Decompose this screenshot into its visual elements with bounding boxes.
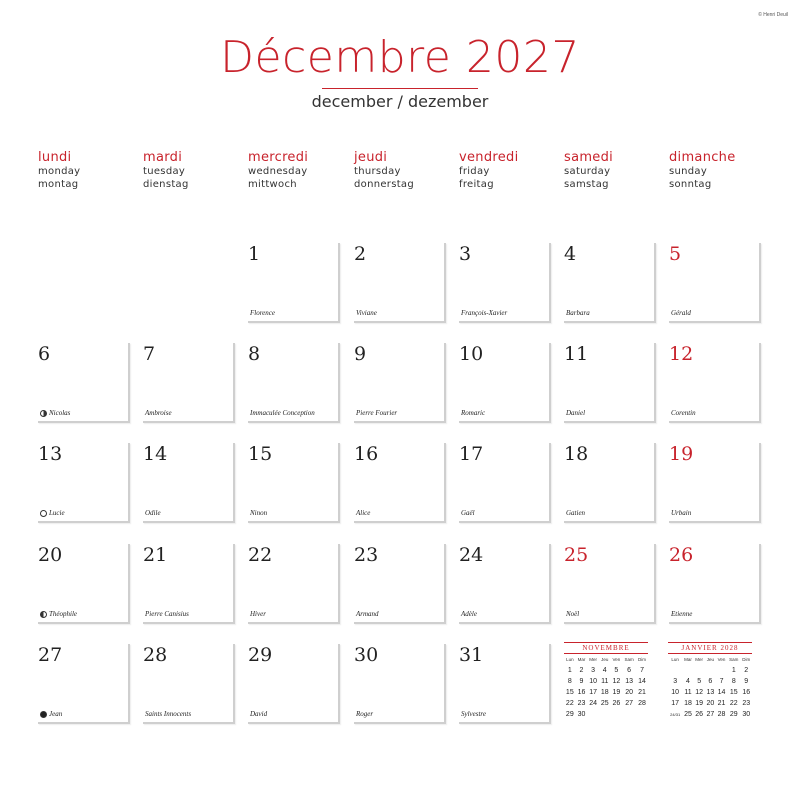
weekday-label-en: monday [38,166,81,177]
saint-name [40,409,70,417]
mini-day: 25 [684,711,692,718]
saint-label: Gérald [671,309,691,317]
day-cell-21[interactable] [143,544,235,624]
saint-name [145,610,189,618]
mini-weekday-header: Lun [671,657,679,662]
mini-day: 30 [577,711,586,718]
mini-day: 16 [742,689,751,696]
day-cell-18[interactable] [564,443,656,523]
day-cell-8[interactable] [248,343,340,423]
mini-day: 29 [565,711,574,718]
saint-name [250,610,266,618]
saint-name [356,309,377,317]
day-number: 30 [354,644,379,666]
day-number: 24 [459,544,484,566]
mini-day: 14 [638,678,646,685]
saint-name [250,309,275,317]
saint-label: David [250,710,268,718]
saint-label: Adèle [461,610,477,618]
day-number: 26 [669,544,694,566]
day-cell-13[interactable] [38,443,130,523]
mini-week-row [564,665,648,676]
mini-day: 19 [612,689,621,696]
day-number: 11 [564,343,589,365]
weekday-label-fr: lundi [38,150,72,165]
day-number: 25 [564,544,589,566]
mini-day: 9 [744,678,749,685]
day-number: 22 [248,544,273,566]
day-cell-6[interactable] [38,343,130,423]
weekday-label-de: mittwoch [248,179,297,190]
weekday-label-fr: dimanche [669,150,736,165]
mini-weekday-header: Mar [577,657,586,662]
moon-phase-last-icon [40,611,47,618]
saint-name [566,309,590,317]
mini-weekday-header: Ven [717,657,726,662]
saint-name [250,509,267,517]
mini-week-row [668,698,752,709]
saint-label: Immaculée Conception [250,409,315,417]
mini-day: 24/31 [670,712,681,717]
mini-day: 29 [729,711,738,718]
weekday-label-en: friday [459,166,490,177]
saint-label: Viviane [356,309,377,317]
mini-day: 3 [591,667,596,674]
mini-day: 26 [612,700,621,707]
day-number: 3 [459,243,472,265]
mini-week-row [564,709,648,720]
mini-day [587,709,599,720]
day-cell-10[interactable] [459,343,551,423]
mini-day: 8 [731,678,736,685]
weekday-label-en: wednesday [248,166,308,177]
day-cell-25[interactable] [564,544,656,624]
day-number: 29 [248,644,273,666]
mini-weekday-header: Lun [566,657,574,662]
mini-day: 27 [625,700,634,707]
mini-calendar-table [668,657,752,720]
saint-label: Gaël [461,509,475,517]
mini-day: 12 [695,689,704,696]
mini-week-row [564,676,648,687]
day-number: 27 [38,644,63,666]
day-cell-7[interactable] [143,343,235,423]
day-number: 14 [143,443,168,465]
saint-name [461,710,486,718]
weekday-label-fr: samedi [564,150,614,165]
day-cell-29[interactable] [248,644,340,724]
day-number: 31 [459,644,484,666]
mini-day [599,709,611,720]
weekday-label-de: montag [38,179,79,190]
weekday-label-fr: jeudi [354,150,388,165]
mini-day: 5 [697,678,702,685]
day-cell-26[interactable] [669,544,761,624]
weekday-label-fr: mardi [143,150,183,165]
mini-week-row [564,698,648,709]
mini-day: 16 [577,689,586,696]
saint-label: Roger [356,710,374,718]
weekday-sunday [669,150,769,191]
month-subtitle: december / dezember [311,92,489,111]
mini-calendar-previous [564,642,648,720]
day-number: 15 [248,443,273,465]
day-cell-2[interactable] [354,243,446,323]
mini-day [705,665,716,676]
mini-day: 13 [706,689,715,696]
mini-day: 19 [695,700,704,707]
saint-name [461,610,477,618]
saint-name [671,509,691,517]
day-cell-27[interactable] [38,644,130,724]
mini-day: 2 [744,667,749,674]
mini-day [682,665,693,676]
day-number: 4 [564,243,577,265]
day-cell-24[interactable] [459,544,551,624]
saint-name [566,509,585,517]
mini-day: 15 [565,689,574,696]
saint-name [356,509,370,517]
saint-label: Urbain [671,509,692,517]
mini-day: 28 [638,700,646,707]
mini-calendar-table [564,657,648,720]
saint-label: Gatien [566,509,586,517]
day-number: 8 [248,343,261,365]
mini-day: 24 [589,700,597,707]
saint-label: Odile [145,509,161,517]
saint-label: Florence [250,309,276,317]
mini-calendar-title: JANVIER 2028 [668,642,752,654]
day-cell-14[interactable] [143,443,235,523]
saint-name [356,409,397,417]
saint-label: Saints Innocents [145,710,192,718]
mini-weekday-header: Sam [624,657,634,662]
saint-name [356,610,379,618]
day-cell-31[interactable] [459,644,551,724]
day-cell-23[interactable] [354,544,446,624]
saint-label: Barbara [566,309,590,317]
mini-day: 1 [567,667,572,674]
mini-day: 6 [708,678,713,685]
day-number: 19 [669,443,694,465]
saint-label: Romaric [461,409,486,417]
saint-name [40,509,65,517]
mini-day: 14 [717,689,726,696]
mini-day: 18 [684,700,692,707]
weekday-label-de: freitag [459,179,494,190]
day-cell-12[interactable] [669,343,761,423]
mini-weekday-header: Mar [684,657,692,662]
saint-name [40,710,62,718]
saint-label: Pierre Canisius [145,610,189,618]
mini-day: 17 [671,700,680,707]
weekday-label-de: samstag [564,179,609,190]
weekday-friday [459,150,559,191]
mini-day: 3 [673,678,678,685]
mini-day: 18 [600,689,609,696]
mini-day: 6 [627,667,632,674]
mini-day [622,709,636,720]
day-number: 17 [459,443,484,465]
day-cell-22[interactable] [248,544,340,624]
saint-label: Alice [356,509,371,517]
mini-day: 23 [742,700,751,707]
day-cell-4[interactable] [564,243,656,323]
saint-label: Jean [49,710,63,718]
mini-day: 4 [686,678,690,685]
saint-name [145,409,172,417]
day-cell-28[interactable] [143,644,235,724]
day-number: 9 [354,343,367,365]
moon-phase-full-icon [40,510,47,517]
saint-name [145,509,161,517]
mini-day: 27 [706,711,715,718]
mini-week-row [668,709,752,720]
mini-weekday-header: Jeu [706,657,714,662]
weekday-monday [38,150,138,191]
mini-day: 15 [729,689,738,696]
mini-day: 2 [579,667,584,674]
mini-day [716,665,727,676]
mini-weekday-header: Jeu [601,657,609,662]
day-cell-15[interactable] [248,443,340,523]
mini-weekday-header: Sam [729,657,739,662]
saint-label: François-Xavier [461,309,508,317]
mini-weekday-header: Dim [638,657,647,662]
mini-day: 13 [625,678,634,685]
day-cell-5[interactable] [669,243,761,323]
mini-day: 10 [671,689,680,696]
day-cell-16[interactable] [354,443,446,523]
day-number: 18 [564,443,589,465]
mini-day: 22 [565,700,574,707]
saint-label: Lucie [49,509,65,517]
saint-name [40,610,77,618]
saint-name [461,409,485,417]
saint-label: Nicolas [49,409,71,417]
day-cell-1[interactable] [248,243,340,323]
mini-week-row [564,687,648,698]
day-cell-17[interactable] [459,443,551,523]
saint-name [566,409,585,417]
day-number: 5 [669,243,682,265]
day-cell-20[interactable] [38,544,130,624]
weekday-label-de: dienstag [143,179,189,190]
mini-day: 7 [719,678,724,685]
mini-day: 23 [577,700,586,707]
saint-name [145,710,191,718]
weekday-label-en: tuesday [143,166,186,177]
day-cell-9[interactable] [354,343,446,423]
weekday-tuesday [143,150,243,191]
saint-label: Pierre Fourier [356,409,398,417]
mini-week-row [668,687,752,698]
saint-name [671,610,692,618]
saint-label: Etienne [671,610,693,618]
saint-label: Ninon [250,509,268,517]
day-cell-30[interactable] [354,644,446,724]
copyright-text: © Henri Deuil [758,12,788,18]
day-cell-11[interactable] [564,343,656,423]
day-number: 1 [248,243,261,265]
mini-day: 20 [706,700,715,707]
weekday-wednesday [248,150,348,191]
saint-name [461,509,475,517]
weekday-label-en: thursday [354,166,401,177]
mini-weekday-header: Dim [742,657,751,662]
mini-day [668,665,682,676]
day-number: 23 [354,544,379,566]
day-number: 20 [38,544,63,566]
saint-label: Hiver [250,610,266,618]
mini-calendar-next [668,642,752,720]
mini-weekday-header: Ven [612,657,621,662]
mini-day: 11 [684,689,692,696]
weekday-label-de: donnerstag [354,179,415,190]
day-cell-19[interactable] [669,443,761,523]
day-number: 21 [143,544,168,566]
day-number: 6 [38,343,51,365]
mini-week-row [668,665,752,676]
weekday-label-de: sonntag [669,179,712,190]
mini-day [611,709,623,720]
saint-label: Noël [566,610,580,618]
mini-day [694,665,705,676]
mini-day: 22 [729,700,738,707]
mini-day [636,709,648,720]
mini-day: 28 [717,711,726,718]
day-number: 10 [459,343,484,365]
mini-day: 25 [600,700,609,707]
moon-phase-first-icon [40,410,47,417]
day-number: 7 [143,343,156,365]
day-number: 16 [354,443,379,465]
saint-name [250,710,267,718]
saint-label: Armand [356,610,379,618]
mini-day: 7 [640,667,644,674]
mini-weekday-header: Mer [695,657,704,662]
saint-label: Sylvestre [461,710,487,718]
mini-day: 12 [612,678,621,685]
weekday-label-fr: vendredi [459,150,519,165]
saint-name [356,710,373,718]
mini-day: 30 [742,711,751,718]
saint-name [461,309,507,317]
day-number: 28 [143,644,168,666]
mini-day: 17 [589,689,597,696]
weekday-saturday [564,150,664,191]
saint-name [566,610,579,618]
mini-weekday-header: Mer [589,657,597,662]
saint-name [250,409,315,417]
day-cell-3[interactable] [459,243,551,323]
mini-day: 11 [601,678,609,685]
weekday-label-fr: mercredi [248,150,309,165]
mini-week-row [668,676,752,687]
weekday-label-en: sunday [669,166,708,177]
mini-day: 4 [602,667,607,674]
mini-day: 5 [614,667,619,674]
saint-name [671,409,696,417]
mini-day: 21 [717,700,726,707]
mini-day: 26 [695,711,704,718]
mini-day: 21 [638,689,646,696]
saint-label: Théophile [49,610,77,618]
weekday-label-en: saturday [564,166,611,177]
mini-day: 8 [567,678,572,685]
day-number: 12 [669,343,694,365]
mini-day: 10 [589,678,597,685]
mini-day: 9 [579,678,584,685]
title-underline [322,88,478,89]
mini-day: 1 [731,667,736,674]
moon-phase-new-icon [40,711,47,718]
month-title: Décembre 2027 [220,32,580,83]
saint-label: Ambroise [145,409,172,417]
day-number: 2 [354,243,367,265]
weekday-thursday [354,150,454,191]
saint-label: Corentin [671,409,696,417]
saint-name [671,309,691,317]
mini-day: 20 [625,689,634,696]
saint-label: Daniel [566,409,586,417]
day-number: 13 [38,443,63,465]
mini-calendar-title: NOVEMBRE [564,642,648,654]
